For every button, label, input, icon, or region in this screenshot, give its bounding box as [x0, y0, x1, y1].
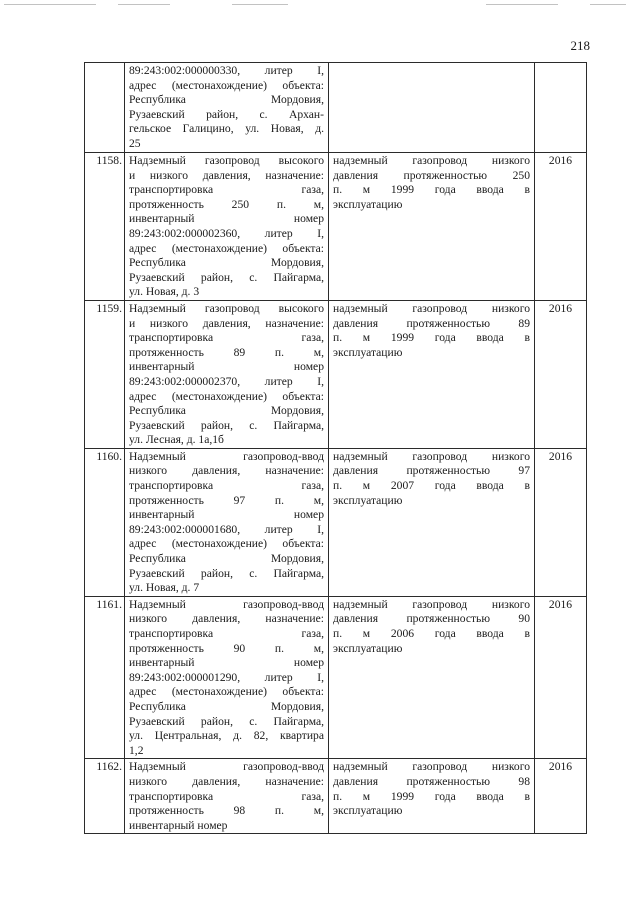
description-line: Надземный газопровод-ввод [129, 760, 324, 774]
object-description [125, 153, 329, 301]
note-line: п. м 2007 года ввода в [333, 479, 530, 493]
scan-artifact-strip [0, 0, 640, 12]
table-row [85, 300, 587, 448]
year-cell: 2016 [535, 153, 587, 301]
description-line: 89:243:002:000000330, литер I, [129, 64, 324, 77]
description-line: Республика Мордовия, [129, 404, 324, 418]
description-line: Рузаевский район, с. Пайгарма, [129, 418, 324, 432]
description-line: адрес (местонахождение) объекта: [129, 389, 324, 403]
table-row [85, 596, 587, 759]
description-line: протяженность 90 п. м, [129, 641, 324, 655]
description-line: Рузаевский район, с. Архан- [129, 107, 324, 121]
table-body [85, 63, 587, 834]
note-line: п. м 2006 года ввода в [333, 627, 530, 640]
note-line: эксплуатацию [333, 197, 403, 211]
note-line: надземный газопровод низкого [333, 301, 530, 315]
object-description [125, 448, 329, 596]
description-line: Республика Мордовия, [129, 552, 324, 566]
description-line: транспортировка газа, [129, 331, 324, 345]
description-line: 89:243:002:000001290, литер I, [129, 670, 324, 684]
note-line: п. м 1999 года ввода в [333, 789, 530, 803]
note-line: надземный газопровод низкого [333, 597, 530, 611]
note-line: надземный газопровод низкого [333, 449, 530, 463]
note-line: эксплуатацию [333, 641, 403, 655]
description-line: Республика Мордовия, [129, 699, 324, 713]
row-number: 1160. [85, 448, 125, 596]
note-line: надземный газопровод низкого [333, 760, 530, 774]
note-line: давления протяженностью 97 [333, 464, 530, 478]
description-line: низкого давления, назначение: [129, 774, 324, 788]
description-line: ул. Новая, д. 7 [129, 581, 200, 595]
object-note [329, 759, 535, 834]
note-line: давления протяженностью 250 [333, 168, 530, 182]
description-line: 1,2 [129, 743, 144, 757]
table-row [85, 63, 587, 153]
description-line: Надземный газопровод высокого [129, 301, 324, 315]
object-description [125, 300, 329, 448]
description-line: транспортировка газа, [129, 789, 324, 803]
table-row [85, 153, 587, 301]
object-note [329, 153, 535, 301]
description-line: и низкого давления, назначение: [129, 168, 324, 182]
description-line: Надземный газопровод-ввод [129, 597, 324, 611]
description-line: ул. Лесная, д. 1а,1б [129, 433, 224, 447]
description-line: транспортировка газа, [129, 183, 324, 197]
note-line: эксплуатацию [333, 804, 403, 818]
description-line: Рузаевский район, с. Пайгарма, [129, 714, 324, 728]
object-note [329, 596, 535, 759]
object-note [329, 448, 535, 596]
description-line: Республика Мордовия, [129, 93, 324, 107]
note-line: эксплуатацию [333, 493, 403, 507]
description-line: транспортировка газа, [129, 627, 324, 640]
description-line: инвентарный номер [129, 818, 228, 832]
description-line: адрес (местонахождение) объекта: [129, 537, 324, 551]
row-number: 1159. [85, 300, 125, 448]
year-cell: 2016 [535, 448, 587, 596]
year-cell: 2016 [535, 759, 587, 834]
description-line: инвентарный номер [129, 508, 324, 522]
note-line: п. м 1999 года ввода в [333, 331, 530, 345]
description-line: и низкого давления, назначение: [129, 316, 324, 330]
row-number: 1161. [85, 596, 125, 759]
description-line: протяженность 250 п. м, [129, 197, 324, 211]
note-line: давления протяженностью 89 [333, 316, 530, 330]
note-line: давления протяженностью 90 [333, 612, 530, 626]
row-number: 1158. [85, 153, 125, 301]
page-number: 218 [570, 38, 590, 53]
description-line: адрес (местонахождение) объекта: [129, 78, 324, 92]
object-description [125, 596, 329, 759]
description-line: гельское Галицино, ул. Новая, д. [129, 122, 324, 136]
description-line: инвентарный номер [129, 656, 324, 670]
year-cell [535, 63, 587, 153]
description-line: адрес (местонахождение) объекта: [129, 685, 324, 699]
table-row [85, 448, 587, 596]
property-table [84, 62, 587, 834]
description-line: 25 [129, 136, 141, 150]
description-line: Рузаевский район, с. Пайгарма, [129, 566, 324, 580]
year-cell: 2016 [535, 596, 587, 759]
description-line: Республика Мордовия, [129, 256, 324, 270]
note-line: п. м 1999 года ввода в [333, 183, 530, 197]
object-note [329, 300, 535, 448]
note-line: надземный газопровод низкого [333, 154, 530, 167]
object-note [329, 63, 535, 153]
description-line: ул. Новая, д. 3 [129, 285, 200, 299]
object-description [125, 63, 329, 153]
year-cell: 2016 [535, 300, 587, 448]
description-line: Рузаевский район, с. Пайгарма, [129, 270, 324, 284]
note-line: давления протяженностью 98 [333, 774, 530, 788]
note-line: эксплуатацию [333, 345, 403, 359]
description-line: инвентарный номер [129, 360, 324, 374]
description-line: протяженность 89 п. м, [129, 345, 324, 359]
table-row [85, 759, 587, 834]
description-line: протяженность 97 п. м, [129, 493, 324, 507]
description-line: Надземный газопровод высокого [129, 154, 324, 167]
description-line: 89:243:002:000002360, литер I, [129, 226, 324, 240]
description-line: протяженность 98 п. м, [129, 804, 324, 818]
row-number: 1162. [85, 759, 125, 834]
description-line: Надземный газопровод-ввод [129, 449, 324, 463]
description-line: адрес (местонахождение) объекта: [129, 241, 324, 255]
row-number [85, 63, 125, 153]
description-line: ул. Центральная, д. 82, квартира [129, 729, 324, 743]
description-line: инвентарный номер [129, 212, 324, 226]
description-line: 89:243:002:000001680, литер I, [129, 522, 324, 536]
description-line: низкого давления, назначение: [129, 612, 324, 626]
object-description [125, 759, 329, 834]
description-line: низкого давления, назначение: [129, 464, 324, 478]
description-line: транспортировка газа, [129, 479, 324, 493]
description-line: 89:243:002:000002370, литер I, [129, 374, 324, 388]
